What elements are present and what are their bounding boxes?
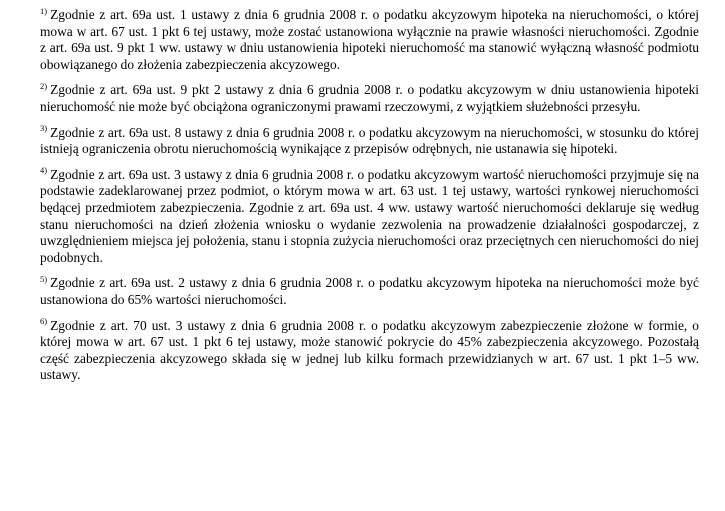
footnote-marker: 1) [40, 5, 48, 16]
footnotes-section [40, 7, 699, 393]
footnote-marker: 4) [40, 165, 48, 176]
footnote-4 [40, 167, 699, 267]
footnote-6 [40, 318, 699, 384]
footnote-text: Zgodnie z art. 69a ust. 9 pkt 2 ustawy z dnia 6 grudnia 2008 r. o podatku akcyzowym w dniu ustanowienia hipoteki nieruchomość nie może być obciążona ograniczonymi prawami rzeczowymi, z wyjątkiem służebności przesyłu. [40, 82, 699, 114]
footnote-marker: 3) [40, 123, 48, 134]
footnote-1 [40, 7, 699, 73]
footnote-marker: 6) [40, 316, 48, 327]
footnote-marker: 5) [40, 273, 48, 284]
footnote-3 [40, 125, 699, 158]
footnote-text: Zgodnie z art. 70 ust. 3 ustawy z dnia 6 grudnia 2008 r. o podatku akcyzowym zabezpieczenie złożone w formie, o której mowa w art. 67 ust. 1 pkt 6 tej ustawy, może stanowić pokrycie do 45% zabezpieczenia akcyzowego. Pozostałą część zabezpieczenia akcyzowego składa się w jednej lub kilku formach przewidzianych w art. 67 ust. 1 pkt 1–5 ww. ustawy. [40, 317, 699, 383]
footnote-text: Zgodnie z art. 69a ust. 1 ustawy z dnia 6 grudnia 2008 r. o podatku akcyzowym hipoteka na nieruchomości, o której mowa w art. 67 ust. 1 pkt 6 tej ustawy, może zostać ustanowiona wyłącznie na prawie własności nieruchomości. Zgodnie z art. 69a ust. 9 pkt 1 ww. ustawy w dniu ustanowienia hipoteki nieruchomość ma stanowić wyłączną własność podmiotu obowiązanego do złożenia zabezpieczenia akcyzowego. [40, 7, 699, 72]
footnote-text: Zgodnie z art. 69a ust. 2 ustawy z dnia 6 grudnia 2008 r. o podatku akcyzowym hipoteka na nieruchomości może być ustanowiona do 65% wartości nieruchomości. [40, 275, 699, 307]
footnote-2 [40, 82, 699, 115]
footnote-text: Zgodnie z art. 69a ust. 3 ustawy z dnia 6 grudnia 2008 r. o podatku akcyzowym wartość nieruchomości przyjmuje się na podstawie zadeklarowanej przez podmiot, o którym mowa w art. 63 ust. 1 tej ustawy, wartości rynkowej nieruchomości będącej przedmiotem zabezpieczenia. Zgodnie z art. 69a ust. 4 ww. ustawy wartość nieruchomości deklaruje się według stanu nieruchomości na dzień złożenia wniosku o wydanie zezwolenia na prowadzenie działalności gospodarczej, z uwzględnieniem miejsca jej położenia, stanu i stopnia zużycia nieruchomości oraz przeciętnych cen nieruchomości do niej podobnych. [40, 166, 699, 265]
footnote-marker: 2) [40, 80, 48, 91]
footnote-text: Zgodnie z art. 69a ust. 8 ustawy z dnia 6 grudnia 2008 r. o podatku akcyzowym na nieruchomości, w stosunku do której istnieją ograniczenia obrotu nieruchomością wynikające z przepisów odrębnych, nie ustanawia się hipoteki. [40, 124, 699, 157]
footnote-5 [40, 275, 699, 308]
